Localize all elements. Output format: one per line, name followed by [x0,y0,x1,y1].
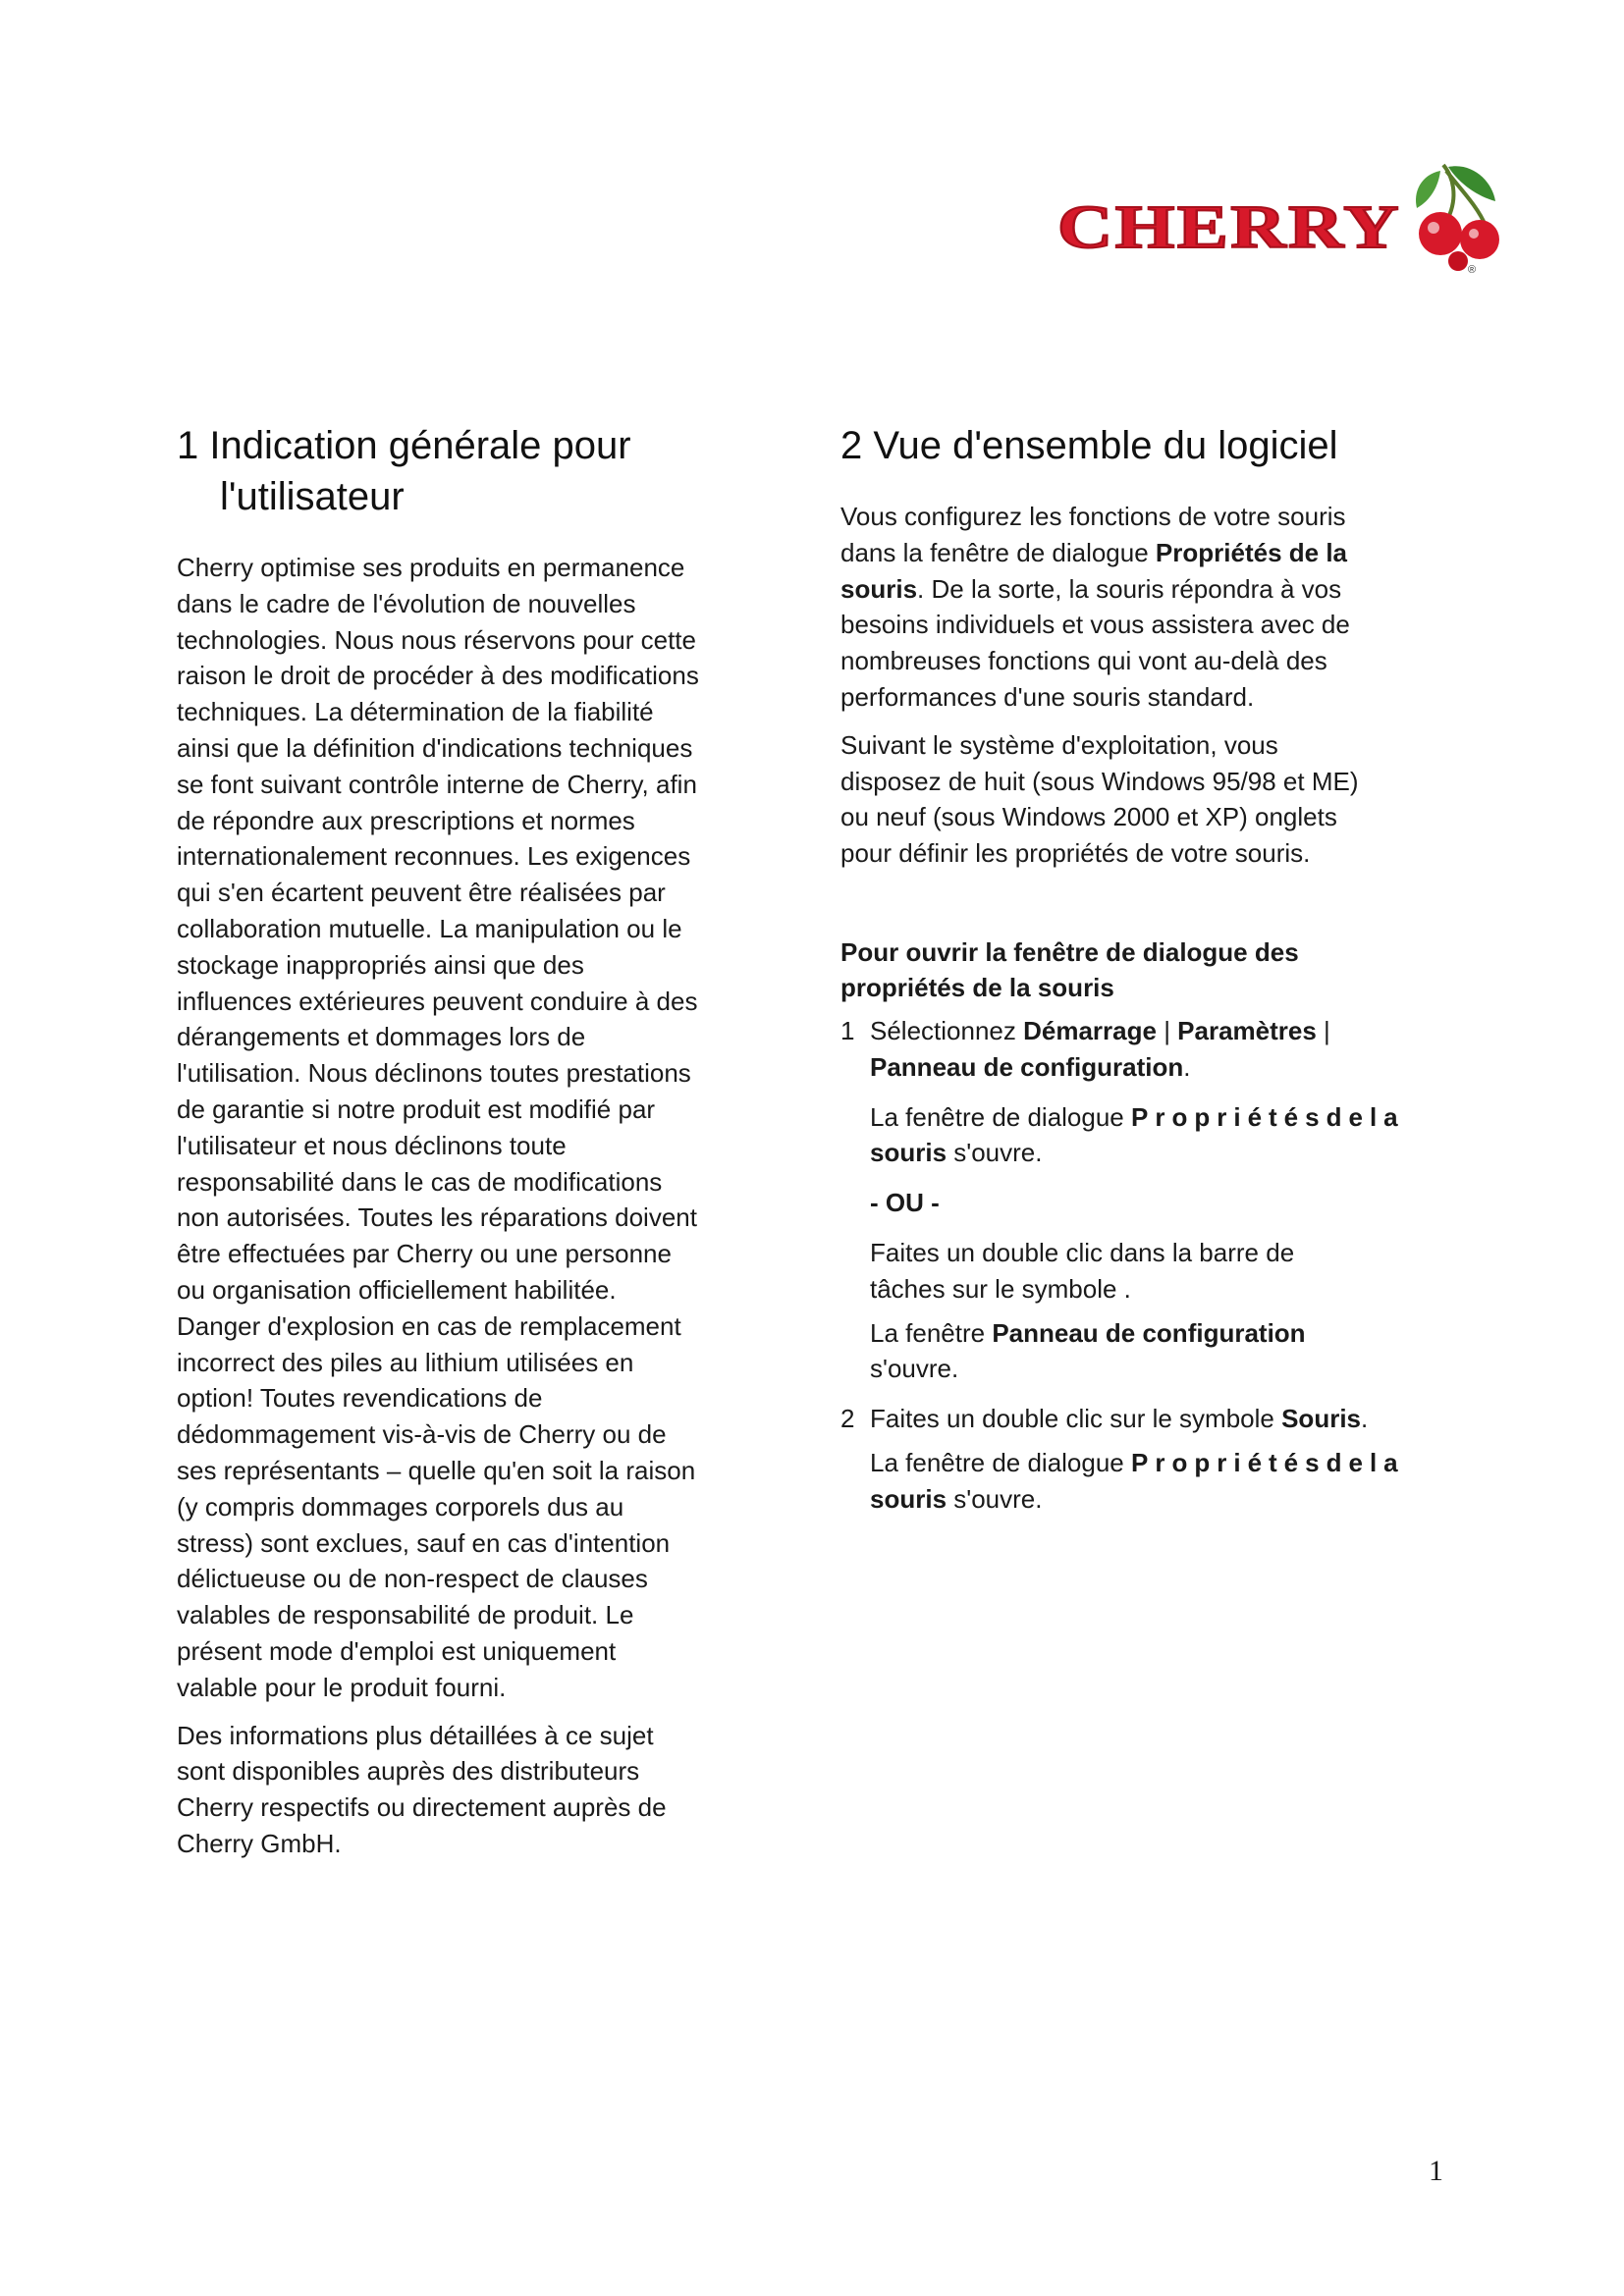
left-column [177,420,785,1862]
text-line: de répondre aux prescriptions et normes [177,805,635,835]
text-line: ses représentants – quelle qu'en soit la raison [177,1455,696,1485]
bold-term: Propriétésdela [1131,1447,1405,1477]
text-line: qui s'en écartent peuvent être réalisées par [177,878,666,908]
text-line: La fenêtre [870,1317,993,1348]
text-line: Cherry optimise ses produits en permanence [177,553,685,582]
text-line: pour définir les propriétés de votre souris. [840,838,1311,869]
registered-mark: ® [1468,264,1477,275]
bold-term: Souris [1281,1404,1362,1434]
text-line: collaboration mutuelle. La manipulation ou le [177,913,682,943]
text-line: Faites un double clic dans la barre de [870,1237,1295,1267]
software-intro-paragraph [840,499,1469,716]
text-line: . De la sorte, la souris répondra à vos [917,573,1342,604]
section-1-heading-line1: 1 Indication générale pour [177,424,631,467]
text-line: Sélectionnez [870,1015,1024,1045]
bold-term: Démarrage [1023,1015,1157,1045]
text-line: tâches sur le symbole . [870,1273,1131,1304]
text-line: raison le droit de procéder à des modifications [177,661,699,691]
step-number: 1 [840,1015,855,1045]
text-line: s'ouvre. [947,1138,1043,1168]
bold-term: Panneau de configuration [992,1317,1306,1348]
text-line: Cherry GmbH. [177,1828,342,1858]
step-1-result [840,1099,1469,1172]
text-line: Des informations plus détaillées à ce sujet [177,1720,654,1750]
general-notice-paragraph [177,550,785,1706]
text-line: Danger d'explosion en cas de remplacement [177,1310,681,1341]
text-line: (y compris dommages corporels dus au [177,1491,624,1522]
text-line: l'utilisateur et nous déclinons toute [177,1130,567,1160]
text-line: ou organisation officiellement habilitée. [177,1274,617,1305]
text-line: . [1183,1051,1191,1082]
text-line: disposez de huit (sous Windows 95/98 et ME) [840,766,1359,796]
text-line: sont disponibles auprès des distributeurs [177,1756,640,1787]
step-1 [840,1013,1469,1086]
text-line: valables de responsabilité de produit. Le [177,1600,634,1630]
cherry-logo [1056,157,1507,275]
text-line: de garantie si notre produit est modifié par [177,1094,656,1124]
text-line: s'ouvre. [870,1354,959,1384]
text-line: l'utilisation. Nous déclinons toutes prestations [177,1058,691,1089]
text-line: dans la fenêtre de dialogue [840,537,1156,567]
text-line: non autorisées. Toutes les réparations doivent [177,1202,697,1233]
or-separator [840,1185,1469,1221]
text-line: technologies. Nous nous réservons pour cette [177,624,696,655]
text-line: internationalement reconnues. Les exigences [177,841,691,872]
text-line: Cherry respectifs ou directement auprès de [177,1792,667,1823]
section-1-heading [177,420,785,522]
text-line: dédommagement vis-à-vis de Cherry ou de [177,1419,667,1450]
logo-wordmark: CHERRY [1057,194,1401,261]
text-line: être effectuées par Cherry ou une personne [177,1239,672,1269]
text-line: techniques. La détermination de la fiabilité [177,697,654,727]
text-line: incorrect des piles au lithium utilisées en [177,1347,634,1377]
text-line: stress) sont exclues, sauf en cas d'intention [177,1527,671,1558]
text-line: stockage inappropriés ainsi que des [177,949,584,980]
text-line: Vous configurez les fonctions de votre souris [840,502,1346,531]
step-2-result [840,1445,1469,1518]
text-line: besoins individuels et vous assistera avec de [840,610,1350,640]
text-line: influences extérieures peuvent conduire à des [177,986,698,1016]
text-line: ou neuf (sous Windows 2000 et XP) onglets [840,802,1337,832]
text-line: nombreuses fonctions qui vont au-delà des [840,646,1327,676]
separator: | [1316,1015,1330,1045]
text-line: se font suivant contrôle interne de Cherry, afin [177,769,697,799]
bold-term: - OU - [870,1188,940,1218]
text-line: présent mode d'emploi est uniquement [177,1635,617,1666]
step-2 [840,1401,1469,1437]
bold-term: Propriétés de la [1155,537,1347,567]
text-line: La fenêtre de dialogue [870,1101,1131,1132]
bold-term: Panneau de configuration [870,1051,1184,1082]
text-line: responsabilité dans le cas de modifications [177,1166,663,1197]
right-column [840,420,1469,1518]
text-line: performances d'une souris standard. [840,681,1255,712]
section-2-heading: 2 Vue d'ensemble du logiciel [840,424,1338,467]
bold-term: souris [870,1138,947,1168]
alternative-instruction [840,1235,1469,1308]
text-line: dans le cadre de l'évolution de nouvelles [177,588,636,618]
text-line: option! Toutes revendications de [177,1383,543,1414]
text-line: valable pour le produit fourni. [177,1672,507,1702]
step-number: 2 [840,1404,855,1434]
bold-term: souris [840,573,918,604]
control-panel-result [840,1315,1469,1388]
bold-term: Paramètres [1177,1015,1317,1045]
open-dialog-subheading [840,934,1469,1005]
text-line: Pour ouvrir la fenêtre de dialogue des [840,936,1299,967]
text-line: s'ouvre. [947,1483,1043,1514]
text-line: délictueuse ou de non-respect de clauses [177,1564,648,1594]
cherry-fruit-icon [1416,165,1499,271]
os-tabs-paragraph [840,727,1469,872]
bold-term: souris [870,1483,947,1514]
more-info-paragraph [177,1718,785,1862]
text-line: propriétés de la souris [840,972,1114,1002]
text-line: dérangements et dommages lors de [177,1022,586,1052]
text-line: ainsi que la définition d'indications techniques [177,732,693,763]
page-number: 1 [1429,2155,1443,2187]
text-line: . [1361,1404,1369,1434]
text-line: La fenêtre de dialogue [870,1447,1131,1477]
separator: | [1156,1015,1178,1045]
text-line: Faites un double clic sur le symbole [870,1404,1282,1434]
text-line: Suivant le système d'exploitation, vous [840,729,1278,760]
bold-term: Propriétésdela [1131,1101,1405,1132]
section-1-heading-line2: l'utilisateur [220,475,405,518]
